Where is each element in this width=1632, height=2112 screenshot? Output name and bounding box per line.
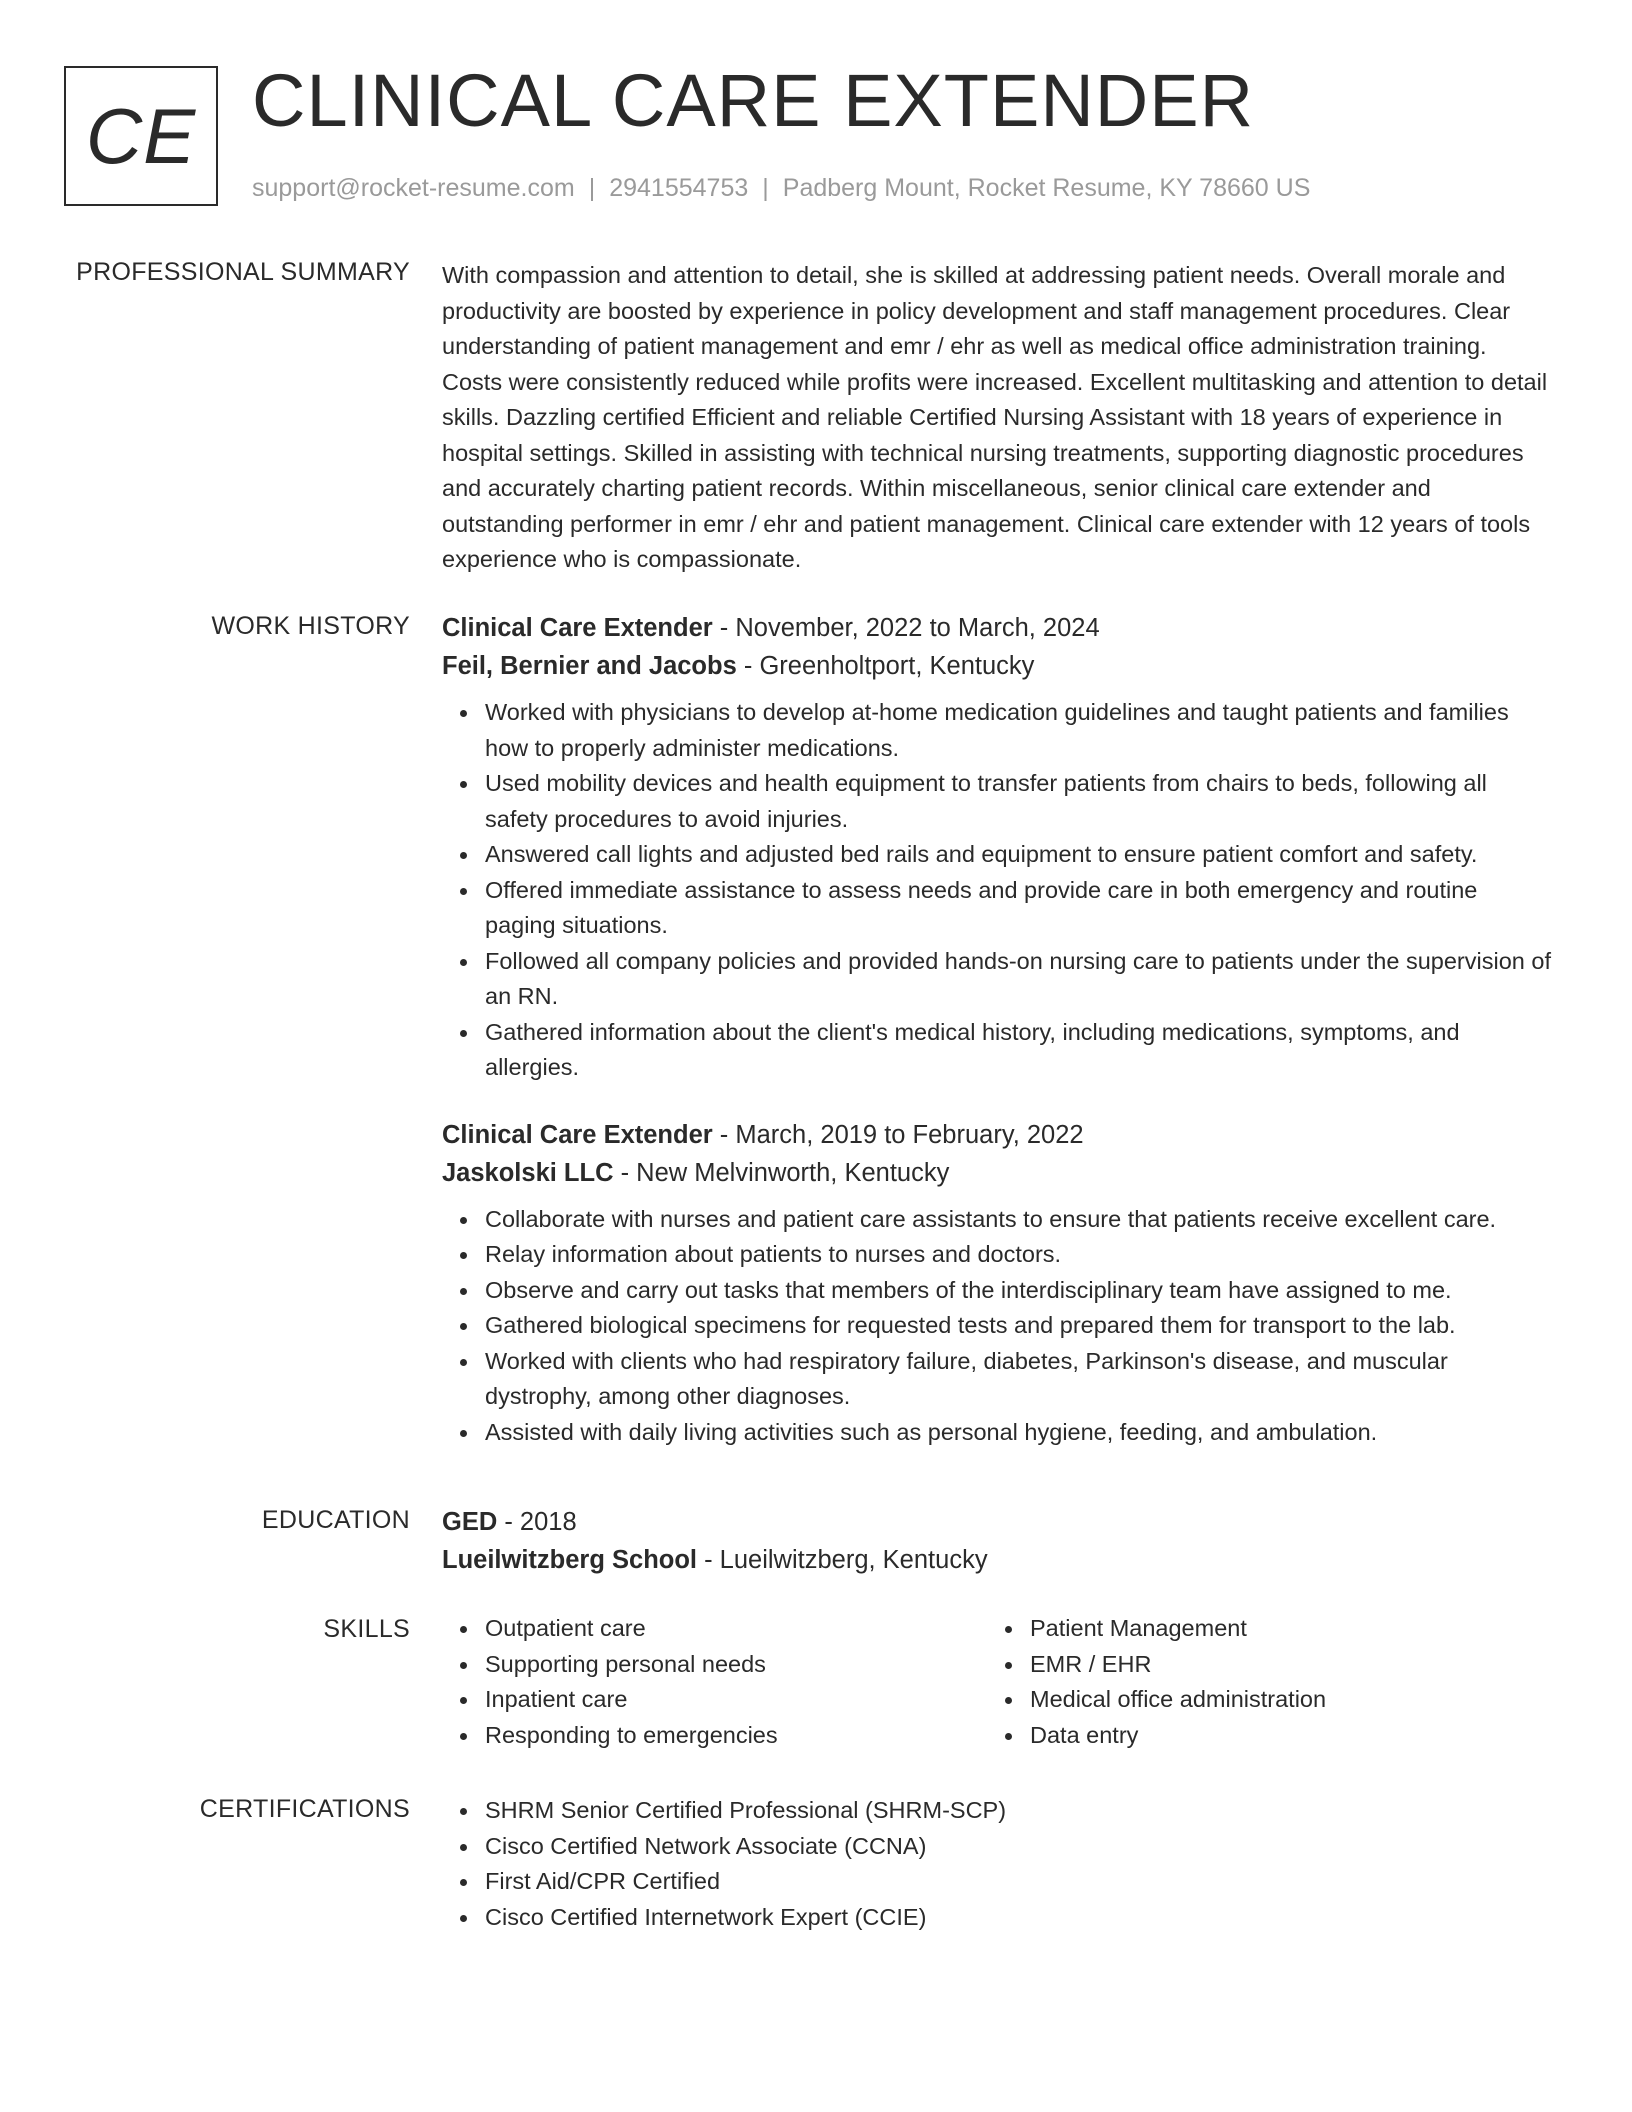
job-bullet: Observe and carry out tasks that members of the interdisciplinary team have assigned to me. [485, 1273, 1552, 1309]
job-employer-line [442, 647, 1552, 685]
work-history-body [442, 609, 1552, 1450]
certifications-list [442, 1793, 1552, 1935]
education-degree-line [442, 1503, 1552, 1541]
job-bullet: Worked with clients who had respiratory failure, diabetes, Parkinson's disease, and muscular dystrophy, among other diagnoses. [485, 1344, 1552, 1415]
contact-line [252, 172, 1310, 204]
job-bullet-list [442, 695, 1552, 1086]
summary-body [442, 258, 1552, 578]
skills-list-left [442, 1611, 987, 1753]
job-title-line [442, 1116, 1552, 1154]
certifications-heading: CERTIFICATIONS [199, 1795, 410, 1823]
education-location: - Lueilwitzberg, Kentucky [697, 1546, 988, 1574]
monogram-logo [64, 66, 218, 206]
skill-item: Responding to emergencies [485, 1718, 987, 1754]
skill-item: Supporting personal needs [485, 1647, 987, 1683]
summary-heading: PROFESSIONAL SUMMARY [76, 258, 410, 286]
job-bullet: Collaborate with nurses and patient care assistants to ensure that patients receive excellent care. [485, 1202, 1552, 1238]
job-bullet: Relay information about patients to nurses and doctors. [485, 1237, 1552, 1273]
job-bullet: Followed all company policies and provided hands-on nursing care to patients under the supervision of an RN. [485, 944, 1552, 1015]
job-bullet: Assisted with daily living activities such as personal hygiene, feeding, and ambulation. [485, 1415, 1552, 1451]
job-title: Clinical Care Extender [442, 1120, 713, 1149]
skill-item: Data entry [1030, 1718, 1532, 1754]
skills-grid [442, 1611, 1552, 1753]
job-location: - Greenholtport, Kentucky [736, 652, 1035, 680]
certification-item: SHRM Senior Certified Professional (SHRM-SCP) [485, 1793, 1552, 1829]
skill-item: Outpatient care [485, 1611, 987, 1647]
education-school-line [442, 1541, 1552, 1579]
skill-item: Inpatient care [485, 1682, 987, 1718]
job-entry [442, 1116, 1552, 1451]
contact-separator: | [762, 174, 769, 202]
skills-list-right [987, 1611, 1532, 1753]
skills-column-left [442, 1611, 987, 1753]
education-body [442, 1503, 1552, 1579]
job-location: - New Melvinworth, Kentucky [613, 1158, 950, 1187]
monogram-text: CE [85, 91, 197, 180]
certification-item: First Aid/CPR Certified [485, 1864, 1552, 1900]
education-degree: GED [442, 1508, 498, 1536]
work-history-heading: WORK HISTORY [211, 612, 410, 640]
job-employer-line [442, 1154, 1552, 1192]
job-title: Clinical Care Extender [442, 614, 713, 642]
job-dates: - November, 2022 to March, 2024 [712, 614, 1100, 642]
job-title-line [442, 609, 1552, 647]
certification-item: Cisco Certified Network Associate (CCNA) [485, 1829, 1552, 1865]
education-heading: EDUCATION [261, 1506, 410, 1534]
education-school: Lueilwitzberg School [442, 1546, 698, 1574]
certification-item: Cisco Certified Internetwork Expert (CCIE) [485, 1900, 1552, 1936]
skill-item: EMR / EHR [1030, 1647, 1532, 1683]
job-bullet: Answered call lights and adjusted bed rails and equipment to ensure patient comfort and safety. [485, 837, 1552, 873]
job-bullet-list [442, 1202, 1552, 1451]
summary-text: With compassion and attention to detail, she is skilled at addressing patient needs. Overall morale and productivity are boosted by experience in policy development and staff management procedures. Clear understanding of patient management and emr / ehr as well as medical office administration training. Costs were consistently reduced while profits were increased. Excellent multitasking and attention to detail skills. Dazzling certified Efficient and reliable Certified Nursing Assistant with 18 years of experience in hospital settings. Skilled in assisting with technical nursing treatments, supporting diagnostic procedures and accurately charting patient records. Within miscellaneous, senior clinical care extender and outstanding performer in emr / ehr and patient management. Clinical care extender with 12 years of tools experience who is compassionate. [442, 262, 1548, 572]
job-bullet: Offered immediate assistance to assess needs and provide care in both emergency and routine paging situations. [485, 873, 1552, 944]
job-bullet: Gathered information about the client's medical history, including medications, symptoms, and allergies. [485, 1015, 1552, 1086]
skill-item: Patient Management [1030, 1611, 1532, 1647]
job-bullet: Worked with physicians to develop at-home medication guidelines and taught patients and families how to properly administer medications. [485, 695, 1552, 766]
job-bullet: Gathered biological specimens for requested tests and prepared them for transport to the lab. [485, 1308, 1552, 1344]
job-bullet: Used mobility devices and health equipment to transfer patients from chairs to beds, following all safety procedures to avoid injuries. [485, 766, 1552, 837]
skills-body [442, 1611, 1552, 1753]
job-employer: Feil, Bernier and Jacobs [442, 652, 737, 680]
skills-heading: SKILLS [323, 1615, 410, 1643]
contact-email: support@rocket-resume.com [252, 174, 575, 202]
candidate-name: CLINICAL CARE EXTENDER [252, 59, 1255, 142]
job-entry [442, 609, 1552, 1086]
contact-separator: | [588, 174, 596, 202]
job-employer: Jaskolski LLC [442, 1158, 614, 1187]
contact-address: Padberg Mount, Rocket Resume, KY 78660 US [782, 174, 1311, 202]
skill-item: Medical office administration [1030, 1682, 1532, 1718]
certifications-body [442, 1793, 1552, 1935]
job-dates: - March, 2019 to February, 2022 [712, 1120, 1084, 1149]
contact-phone: 2941554753 [609, 174, 749, 202]
skills-column-right [987, 1611, 1532, 1753]
education-year: - 2018 [497, 1508, 577, 1536]
